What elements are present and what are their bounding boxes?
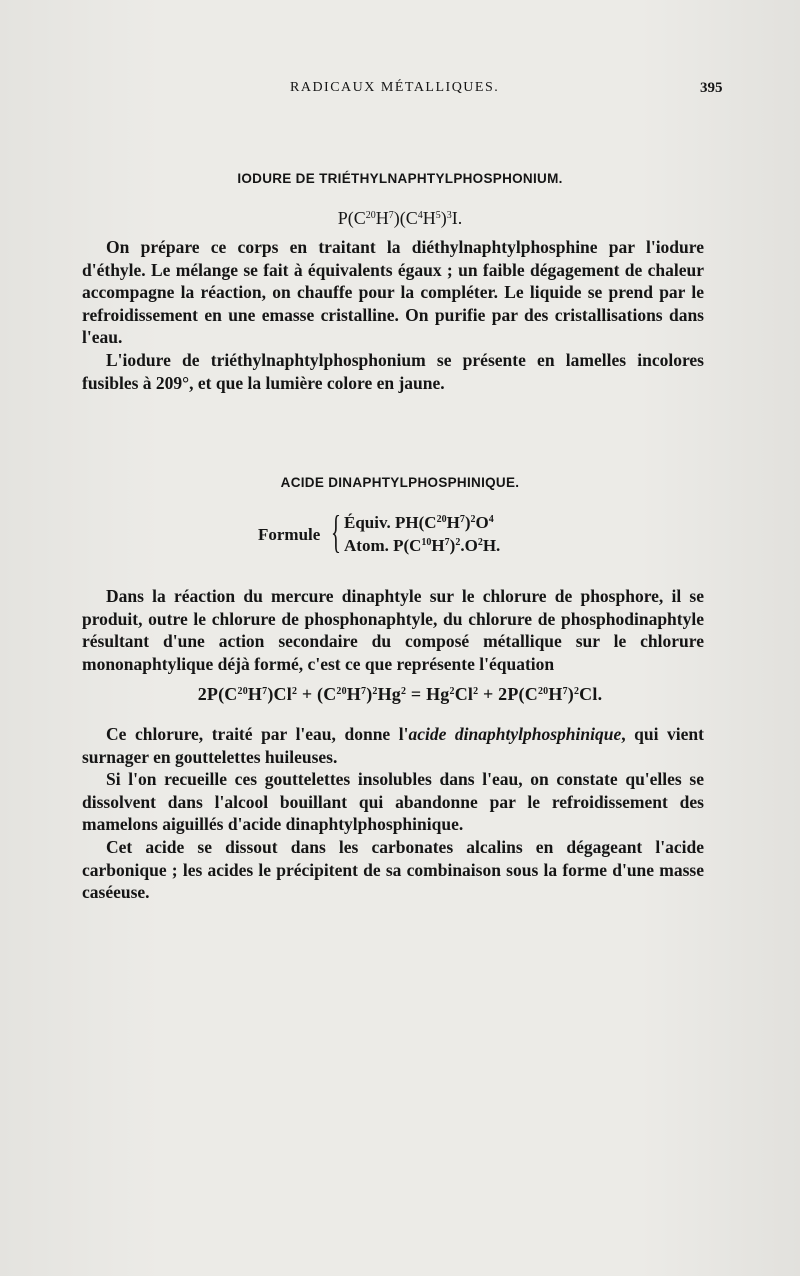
equiv-formula: Équiv. $PH(C^{20}H^7)^2O^4$ (344, 513, 494, 532)
atom-formula: Atom. $P(C^{10}H^7)^2.O^2H$. (344, 536, 501, 555)
acide-paragraphs (82, 723, 704, 904)
section-title-iodure: IODURE DE TRIÉTHYLNAPHTYLPHOSPHONIUM. (237, 171, 563, 186)
iodure-description (82, 236, 704, 394)
paragraph: L'iodure de triéthylnaphtylphosphonium se présente en lamelles incolores fusibles à 209°, et que la lumière colore en jaune. (82, 349, 704, 393)
section-title-acide: ACIDE DINAPHTYLPHOSPHINIQUE. (280, 475, 520, 490)
page-number: 395 (700, 80, 723, 96)
paragraph: Dans la réaction du mercure dinaphtyle sur le chlorure de phosphore, il se produit, outre le chlorure de phosphonaphtyle, du chlorure de phosphodinaphtyle résultant d'une action secondaire du composé métallique sur le chlorure mononaphtylique déjà formé, c'est ce que représente l'équation (82, 586, 704, 674)
italic-term: acide dinaphtylphosphinique (408, 724, 622, 744)
paragraph: On prépare ce corps en traitant la diéthylnaphtylphosphine par l'iodure d'éthyle. Le mélange se fait à équivalents égaux ; un faible dégagement de chaleur accompagne la réaction, on chauffe pour la compléter. Le liquide se prend par le refroidissement en une emasse cristalline. On purifie par des cristallisations dans l'eau. (82, 237, 704, 348)
acide-paragraph-1 (82, 585, 704, 675)
paragraph: Cet acide se dissout dans les carbonates alcalins en dégageant l'acide carbonique ; les acides le précipitent de sa combinaison sous la forme d'une masse caséeuse. (82, 836, 704, 903)
paragraph: Si l'on recueille ces gouttelettes insolubles dans l'eau, on constate qu'elles se dissolvent dans l'alcool bouillant qui abandonne par le refroidissement des mamelons aiguillés d'acide dinaphtylphosphinique. (82, 769, 704, 835)
formula-label: Formule (258, 525, 321, 544)
running-head-title: RADICAUX MÉTALLIQUES. (290, 80, 500, 95)
paragraph: Ce chlorure, traité par l'eau, donne l'acide dinaphtylphosphinique, qui vient surnager en gouttelettes huileuses. (82, 724, 704, 767)
acide-formula-block (258, 506, 578, 559)
reaction-equation: $2P(C^{20}H^7)Cl^2 + (C^{20}H^7)^2Hg^2 = Hg^2Cl^2 + 2P(C^{20}H^7)^2Cl$. (197, 684, 603, 704)
iodure-formula: $P(C^{20}H^7)(C^4H^5)^3I$. (337, 208, 463, 228)
brace: { (331, 506, 341, 557)
